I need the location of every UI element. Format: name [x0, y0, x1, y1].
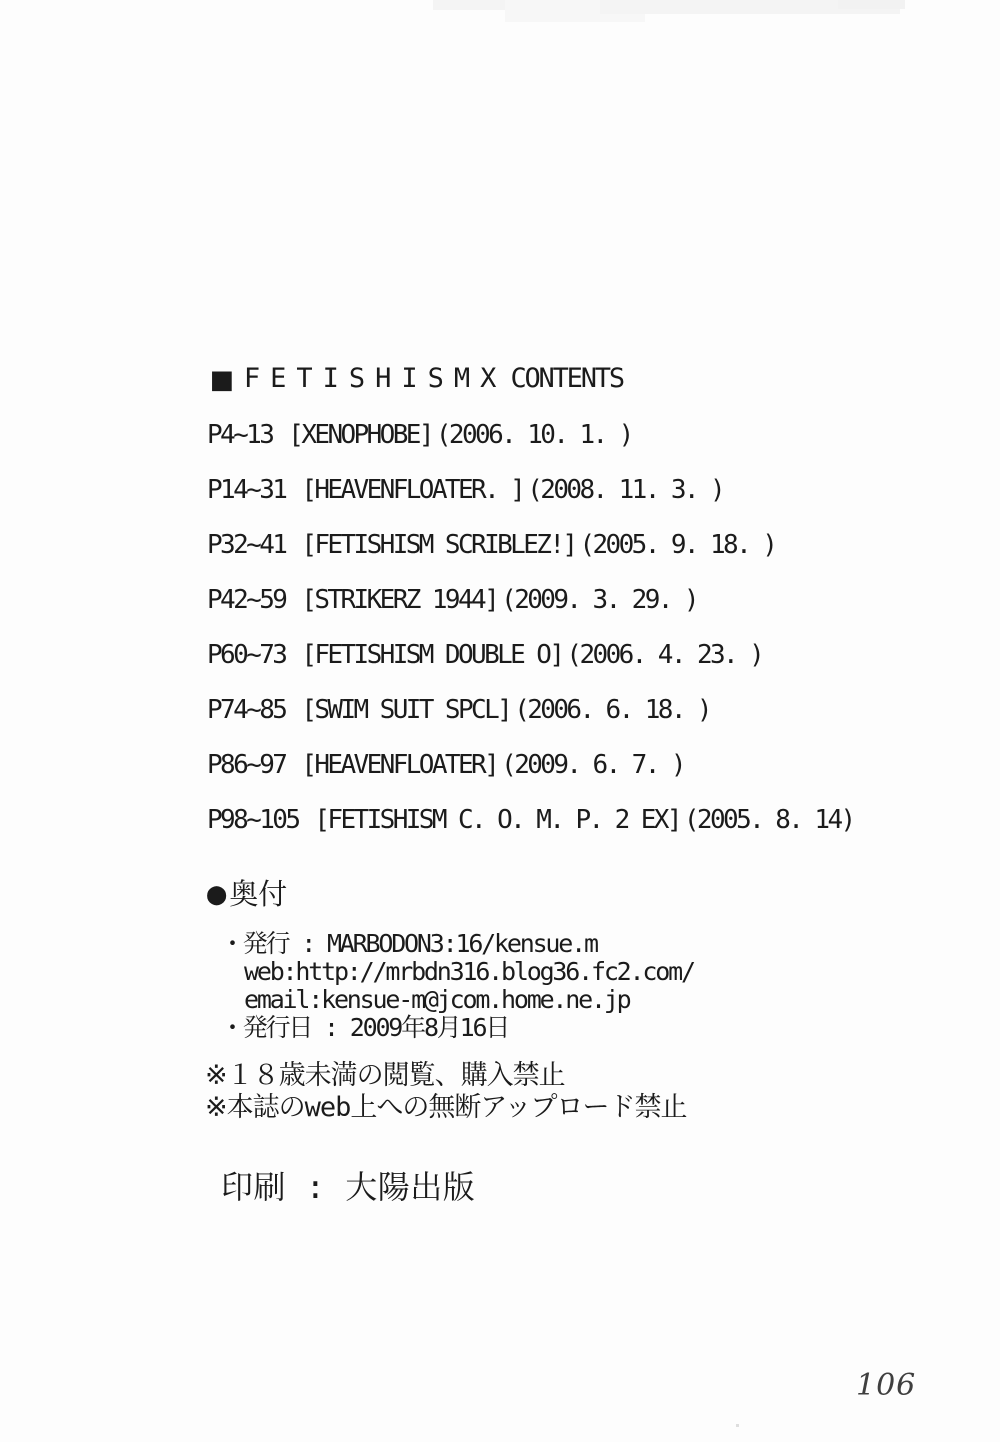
toc-item-date: (2006. 4. 23. ) — [566, 639, 763, 670]
toc-item-pages: P14~31 — [207, 474, 286, 505]
scan-artifact — [838, 0, 905, 9]
circle-bullet-icon: ● — [207, 873, 227, 912]
notice-line: ※１８歳未満の閲覧、購入禁止 — [205, 1060, 565, 1091]
colophon-line: ・発行 : MARBODON3:16/kensue.m — [220, 929, 597, 958]
toc-item — [207, 737, 854, 792]
toc-item-date: (2005. 9. 18. ) — [579, 529, 776, 560]
square-bullet-icon: ■ — [212, 359, 232, 398]
toc-item-pages: P4~13 — [207, 419, 273, 450]
toc-item — [207, 627, 854, 682]
toc-item — [207, 462, 854, 517]
toc-item — [207, 407, 854, 462]
colophon-line: web:http://mrbdn316.blog36.fc2.com/ — [244, 957, 694, 986]
scan-artifact — [736, 1424, 739, 1427]
toc-item-date: (2008. 11. 3. ) — [527, 474, 724, 505]
toc-item-date: (2005. 8. 14) — [683, 804, 854, 835]
toc-item-pages: P42~59 — [207, 584, 286, 615]
toc-item-pages: P86~97 — [207, 749, 286, 780]
colophon-line: ・発行日 : 2009年8月16日 — [220, 1013, 509, 1042]
toc-item-title: [HEAVENFLOATER] — [301, 749, 498, 780]
notice-line: ※本誌のweb上への無断アップロード禁止 — [205, 1092, 687, 1123]
toc-item — [207, 572, 854, 627]
toc-item-pages: P60~73 — [207, 639, 286, 670]
toc-item-title: [FETISHISM DOUBLE O] — [301, 639, 563, 670]
toc-item-date: (2006. 10. 1. ) — [435, 419, 632, 450]
page-number: 106 — [856, 1368, 917, 1403]
printer-line: 印刷 : 大陽出版 — [221, 1168, 476, 1206]
toc-item-title: [FETISHISM SCRIBLEZ!] — [301, 529, 576, 560]
contents-label: CONTENTS — [510, 363, 623, 394]
toc-item-title: [FETISHISM C. O. M. P. 2 EX] — [314, 804, 680, 835]
toc-item — [207, 682, 854, 737]
toc-item-title: [HEAVENFLOATER. ] — [301, 474, 524, 505]
toc-list — [207, 407, 854, 847]
toc-item-title: [SWIM SUIT SPCL] — [301, 694, 511, 725]
page-title — [212, 359, 623, 398]
toc-item-pages: P74~85 — [207, 694, 286, 725]
toc-item-date: (2009. 6. 7. ) — [501, 749, 684, 780]
colophon-heading — [207, 872, 287, 913]
doujin-title-text: FETISHISMX — [243, 363, 507, 394]
toc-item-title: [XENOPHOBE] — [288, 419, 432, 450]
colophon-block — [220, 930, 694, 1042]
toc-item-date: (2009. 3. 29. ) — [501, 584, 697, 615]
toc-item — [207, 517, 854, 572]
toc-item-pages: P98~105 — [207, 804, 299, 835]
toc-item-title: [STRIKERZ 1944] — [301, 584, 498, 615]
colophon-heading-text: 奥付 — [229, 877, 288, 911]
toc-item — [207, 792, 854, 847]
toc-item-pages: P32~41 — [207, 529, 286, 560]
toc-item-date: (2006. 6. 18. ) — [514, 694, 710, 725]
notices-block — [205, 1060, 687, 1124]
colophon-line: email:kensue-m@jcom.home.ne.jp — [244, 985, 630, 1014]
